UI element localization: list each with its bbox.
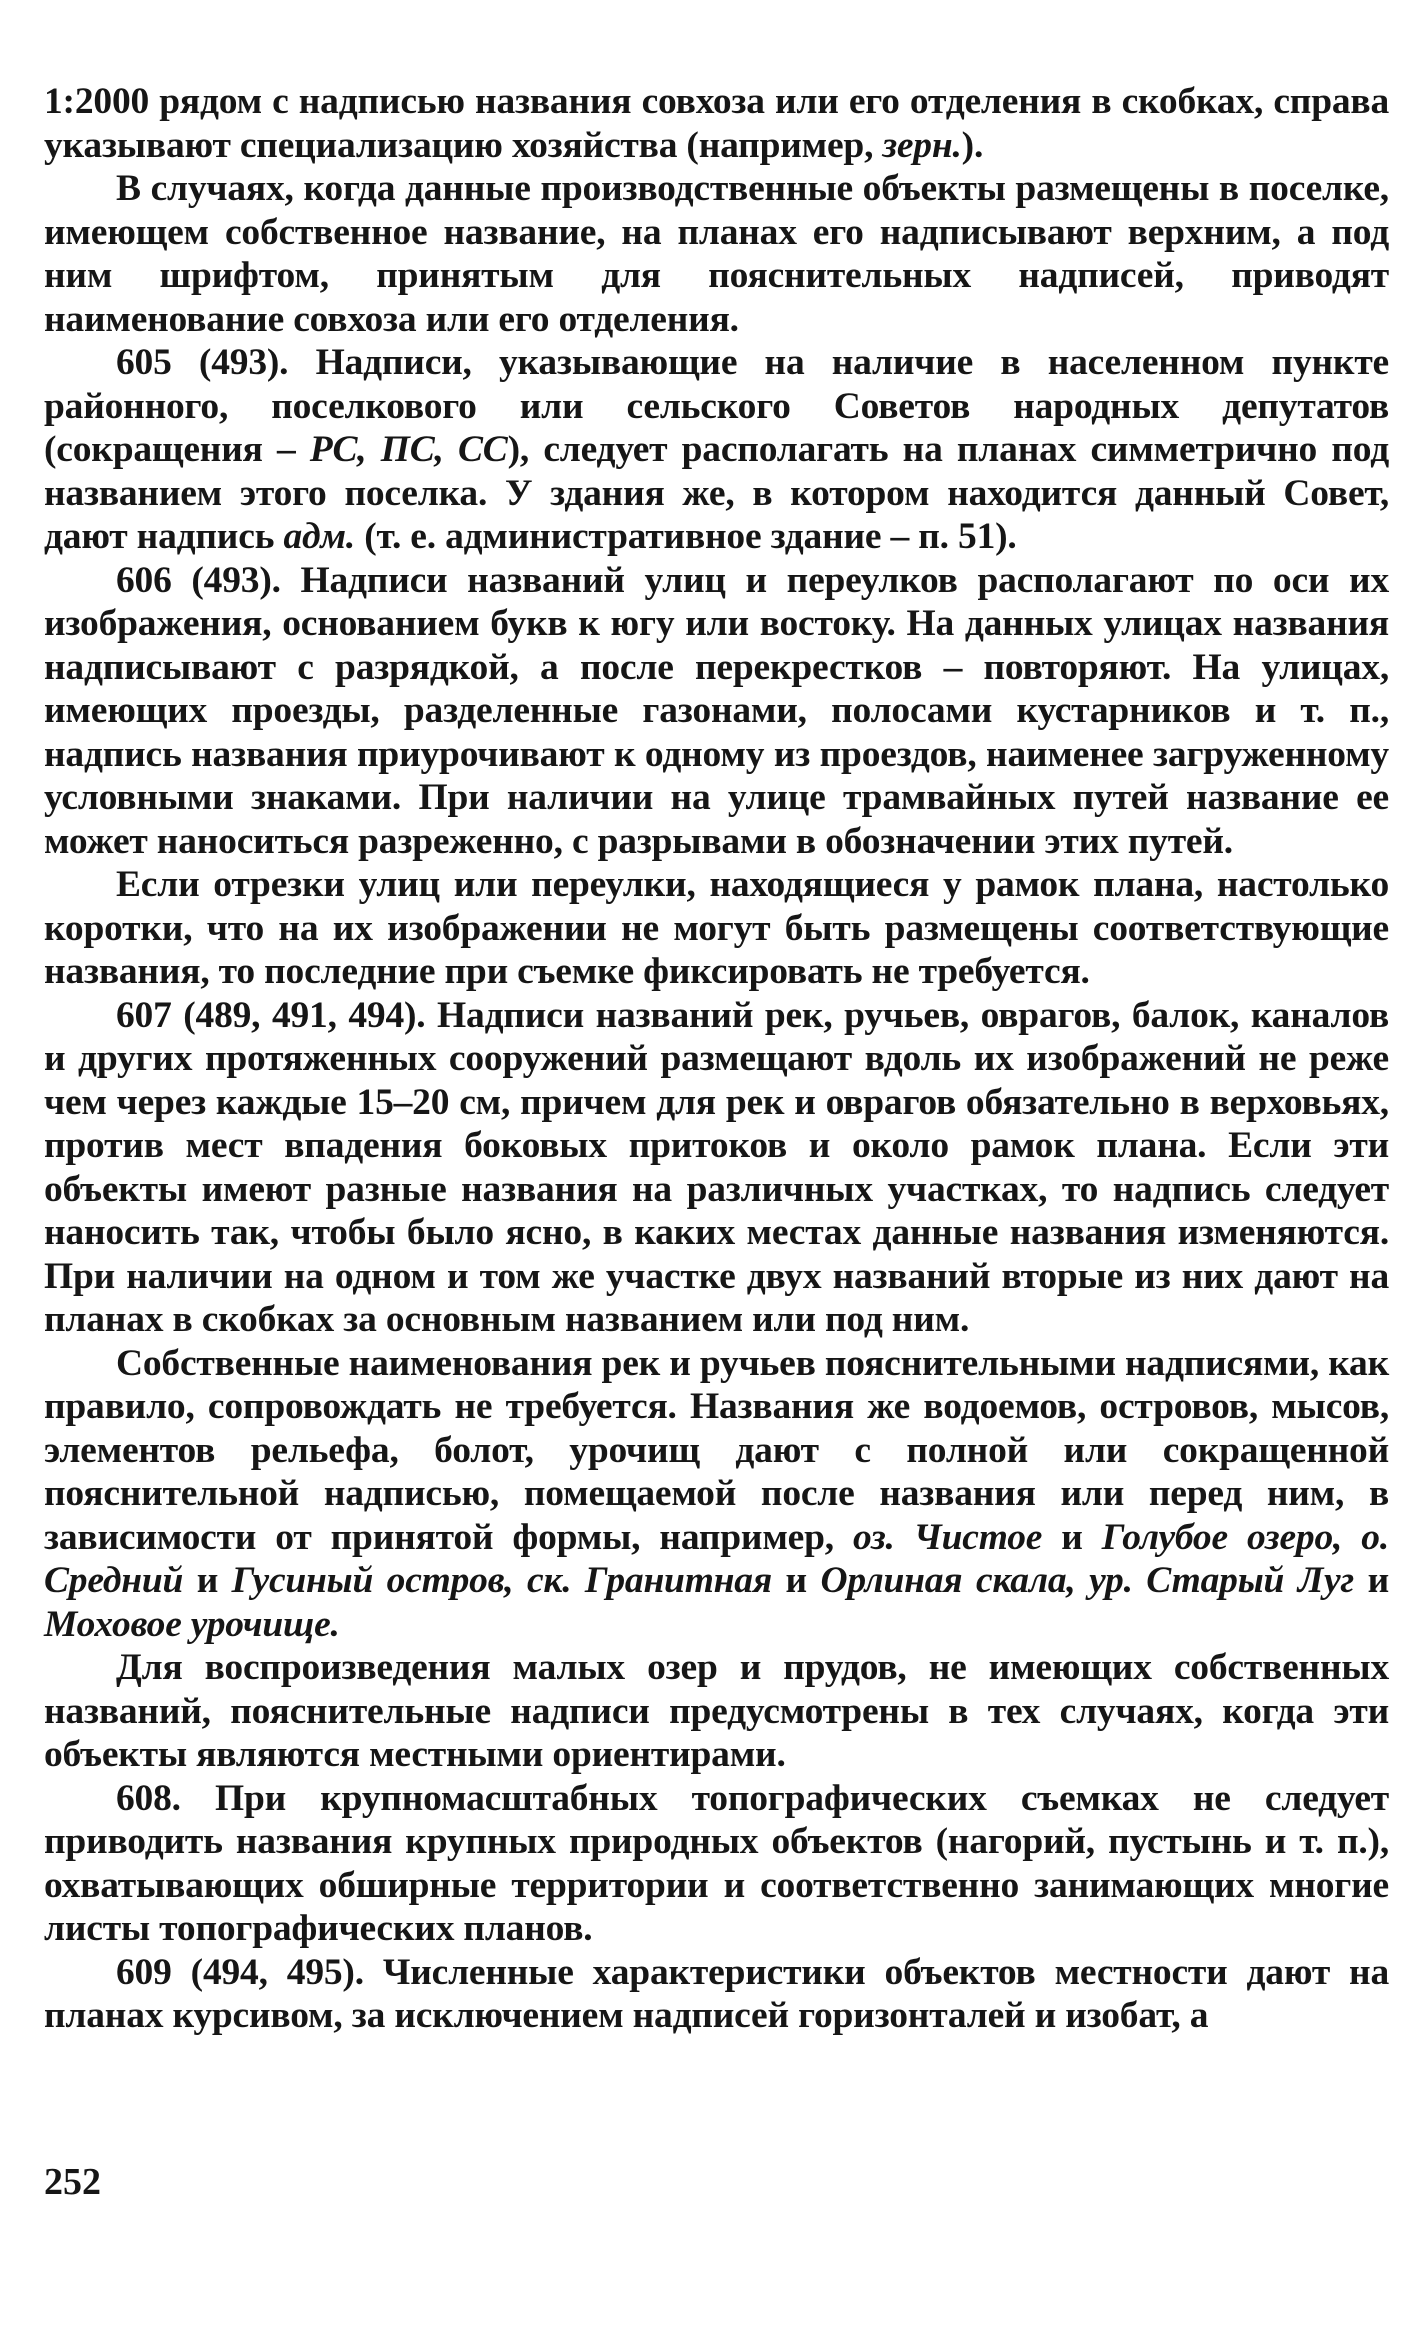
paragraph [44,1646,1389,1777]
section-number: 607 [116,994,172,1036]
paragraph [44,1777,1389,1951]
italic-text: Голубое озеро, о. Средний [44,1516,1389,1601]
paragraph [44,559,1389,864]
section-number: 605 [116,342,172,383]
text-run: Для воспроизведения малых озер и прудов, не имеющих собственных названий, пояснительные надписи предусмотрены в тех случаях, когда эти объекты являются местными ориентирами. [44,1647,1389,1775]
italic-text: РС, ПС, СС [309,429,508,470]
text-run: и [183,1560,232,1601]
text-run: и [771,1560,821,1601]
section-number: 609 [116,1951,172,1993]
paragraph [44,1342,1389,1647]
text-run: ), следует располагать на планах симметрично под названием этого поселка. У здания же, в котором находится данный Совет, дают надпись [44,429,1389,557]
italic-text: адм. [283,516,356,557]
text-run: и [1354,1560,1389,1601]
italic-text: Орлиная скала, ур. Старый Луг [820,1560,1355,1601]
paragraph [44,994,1389,1342]
text-run: Если отрезки улиц или переулки, находящиеся у рамок плана, настолько коротки, что на их изображении не могут быть размещены соответствующие названия, то последние при съемке фиксировать не требуется. [44,864,1389,992]
page-body [44,80,1389,2038]
text-run: (т. е. административное здание – п. 51). [355,516,1017,557]
text-run: 1:2000 рядом с надписью названия совхоза или его отделения в скобках, справа указывают специализацию хозяйства (например, [44,81,1389,166]
paragraph [44,863,1389,994]
italic-text: Гусиный остров, ск. Гранитная [231,1560,772,1601]
paragraph [44,80,1389,167]
text-run: (489, 491, 494). Надписи названий рек, ручьев, оврагов, балок, каналов и других протяженных сооружений размещают вдоль их изображений не реже чем через каждые 15–20 см, причем для рек и оврагов обязательно в верховьях, против мест впадения боковых притоков и около рамок плана. Если эти объекты имеют разные названия на различных участках, то надпись следует наносить так, чтобы было ясно, в каких местах данные названия изменяются. При наличии на одном и том же участке двух названий вторые из них дают на планах в скобках за основным названием или под ним. [44,994,1389,1340]
paragraph [44,167,1389,341]
text-run: Собственные наименования рек и ручьев пояснительными надписями, как правило, сопровождать не требуется. Названия же водоемов, островов, мысов, элементов рельефа, болот, урочищ дают с полной или сокращенной пояснительной надписью, помещаемой после названия или перед ним, в зависимости от принятой формы, например, [44,1342,1389,1558]
text-run: и [1042,1516,1102,1558]
section-number: 608. [116,1777,181,1819]
paragraph [44,341,1389,559]
text-run: При крупномасштабных топографических съемках не следует приводить названия крупных природных объектов (нагорий, пустынь и т. п.), охватывающих обширные территории и соответственно занимающих многие листы топографических планов. [44,1777,1389,1949]
text-run: В случаях, когда данные производственные объекты размещены в поселке, имеющем собственное название, на планах его надписывают верхним, а под ним шрифтом, принятым для пояснительных надписей, приводят наименование совхоза или его отделения. [44,168,1389,340]
text-run: (494, 495). Численные характеристики объектов местности дают на планах курсивом, за исключением надписей горизонталей и изобат, а [44,1951,1389,2036]
italic-text: зерн. [882,124,962,166]
text-run: (493). Надписи, указывающие на наличие в населенном пункте районного, поселкового или сельского Советов народных депутатов (сокращения – [44,342,1389,470]
italic-text: оз. Чистое [853,1516,1043,1558]
section-number: 606 [116,559,172,601]
italic-text: Моховое урочище. [44,1603,340,1645]
text-run: (493). Надписи названий улиц и переулков располагают по оси их изображения, основанием букв к югу или востоку. На данных улицах названия надписывают с разрядкой, а после перекрестков – повторяют. На улицах, имеющих проезды, разделенные газонами, полосами кустарников и т. п., надпись названия приурочивают к одному из проездов, наименее загруженному условными знаками. При наличии на улице трамвайных путей название ее может наноситься разреженно, с разрывами в обозначении этих путей. [44,559,1389,862]
page-number: 252 [44,2161,101,2203]
text-run: ). [961,124,984,166]
paragraph [44,1951,1389,2038]
